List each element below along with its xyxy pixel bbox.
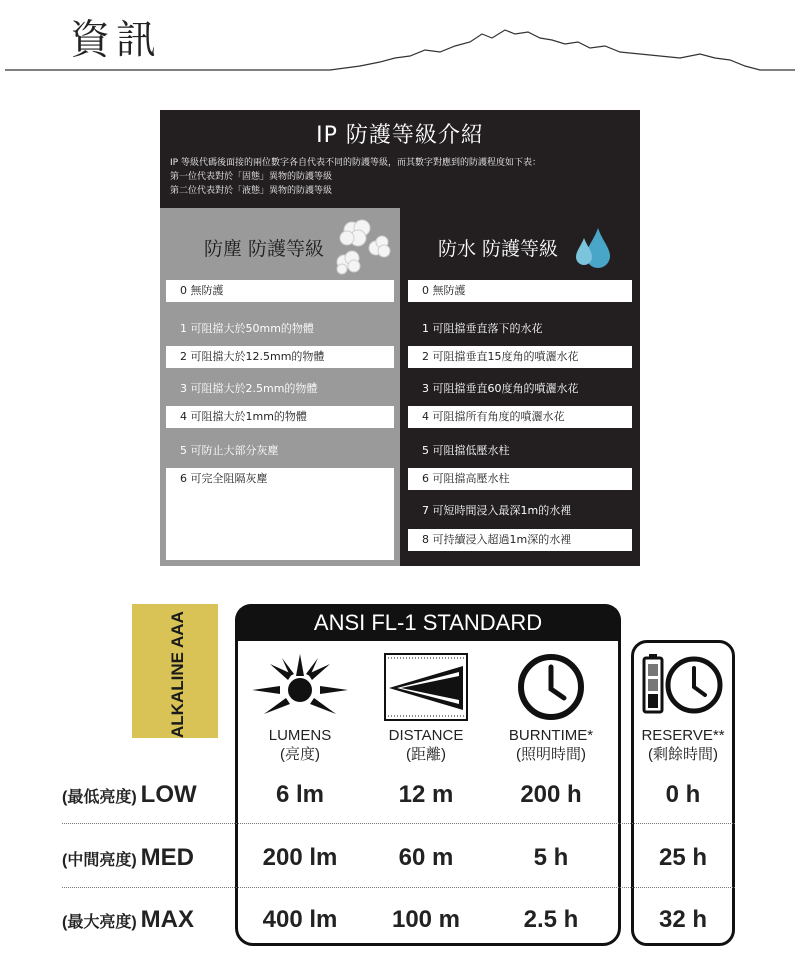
- ip-title: IP 防護等級介紹: [316, 123, 484, 148]
- med-reserve: 25 h: [658, 844, 708, 871]
- ip-desc-line: IP 等級代碼後面接的兩位數字各自代表不同的防護等級，而其數字對應到的防護程度如下表：: [170, 158, 541, 168]
- ansi-title: ANSI FL-1 STANDARD: [235, 604, 621, 641]
- lumens-label-zh: (亮度): [280, 746, 320, 763]
- max-reserve: 32 h: [658, 906, 708, 933]
- distance-label-zh: (距離): [406, 746, 446, 763]
- ip-description: [170, 156, 541, 198]
- water-row: 6 可阻擋高壓水柱: [408, 468, 632, 490]
- row-label-en: MED: [140, 844, 195, 871]
- dust-column: [160, 208, 400, 566]
- water-row: 7 可短時間浸入最深1m的水裡: [422, 504, 572, 517]
- dust-row: 0 無防護: [166, 280, 394, 302]
- row-label-zh: (最低亮度): [62, 789, 137, 806]
- battery-clock-icon: [640, 652, 726, 718]
- row-label-en: LOW: [140, 781, 197, 808]
- max-distance: 100 m: [391, 906, 461, 933]
- ip-header: [160, 110, 640, 208]
- ip-desc-line: 第二位代表對於「液態」異物的防護等級: [170, 186, 333, 196]
- sun-icon: [250, 652, 350, 722]
- med-lumens: 200 lm: [262, 844, 338, 871]
- water-row: 1 可阻擋垂直落下的水花: [422, 322, 543, 335]
- clock-icon: [516, 652, 586, 722]
- row-label-low: [62, 780, 197, 810]
- distance-beam-icon: [383, 652, 469, 722]
- water-title: 防水 防護等級: [438, 238, 559, 260]
- lumens-label: LUMENS: [268, 727, 332, 744]
- row-divider: [62, 823, 735, 824]
- dust-cloud-icon: [332, 218, 392, 276]
- lumens-heading: [250, 726, 350, 764]
- dust-row: 2 可阻擋大於12.5mm的物體: [166, 346, 394, 368]
- dust-row: 3 可阻擋大於2.5mm的物體: [180, 382, 318, 395]
- row-label-zh: (最大亮度): [62, 914, 137, 931]
- distance-label: DISTANCE: [388, 727, 464, 744]
- row-divider: [62, 887, 735, 888]
- max-lumens: 400 lm: [262, 906, 338, 933]
- water-column: [400, 208, 640, 566]
- med-distance: 60 m: [398, 844, 454, 871]
- ip-rating-table: [160, 110, 640, 566]
- low-distance: 12 m: [398, 781, 454, 808]
- low-burntime: 200 h: [520, 781, 582, 808]
- water-row: 0 無防護: [408, 280, 632, 302]
- water-row: 5 可阻擋低壓水柱: [422, 444, 510, 457]
- row-label-zh: (中間亮度): [62, 852, 137, 869]
- water-row: 8 可持續浸入超過1m深的水裡: [408, 529, 632, 551]
- water-row: 4 可阻擋所有角度的噴灑水花: [408, 406, 632, 428]
- battery-type-label: ALKALINE AAA: [168, 611, 187, 738]
- row-label-en: MAX: [140, 906, 195, 933]
- mountain-line-decoration: [0, 20, 800, 80]
- med-burntime: 5 h: [533, 844, 569, 871]
- distance-heading: [373, 726, 479, 764]
- reserve-label-zh: (剩餘時間): [648, 746, 718, 763]
- water-row: 2 可阻擋垂直15度角的噴灑水花: [408, 346, 632, 368]
- dust-row: 5 可防止大部分灰塵: [180, 444, 279, 457]
- reserve-label: RESERVE**: [641, 727, 725, 744]
- dust-row: 6 可完全阻隔灰塵: [166, 468, 394, 490]
- max-burntime: 2.5 h: [523, 906, 579, 933]
- low-lumens: 6 lm: [275, 781, 325, 808]
- burntime-label: BURNTIME*: [508, 727, 594, 744]
- row-label-max: [62, 905, 194, 935]
- burntime-label-zh: (照明時間): [516, 746, 586, 763]
- low-reserve: 0 h: [665, 781, 701, 808]
- dust-row: 4 可阻擋大於1mm的物體: [166, 406, 394, 428]
- reserve-heading: [632, 726, 734, 764]
- water-drop-icon: [574, 226, 614, 268]
- row-label-med: [62, 843, 194, 873]
- dust-row: 1 可阻擋大於50mm的物體: [180, 322, 314, 335]
- ip-desc-line: 第一位代表對於「固態」異物的防護等級: [170, 172, 333, 182]
- water-row: 3 可阻擋垂直60度角的噴灑水花: [422, 382, 579, 395]
- burntime-heading: [494, 726, 608, 764]
- dust-blank-area: [166, 490, 394, 560]
- dust-title: 防塵 防護等級: [204, 238, 325, 260]
- page-title: 資訊: [70, 17, 162, 63]
